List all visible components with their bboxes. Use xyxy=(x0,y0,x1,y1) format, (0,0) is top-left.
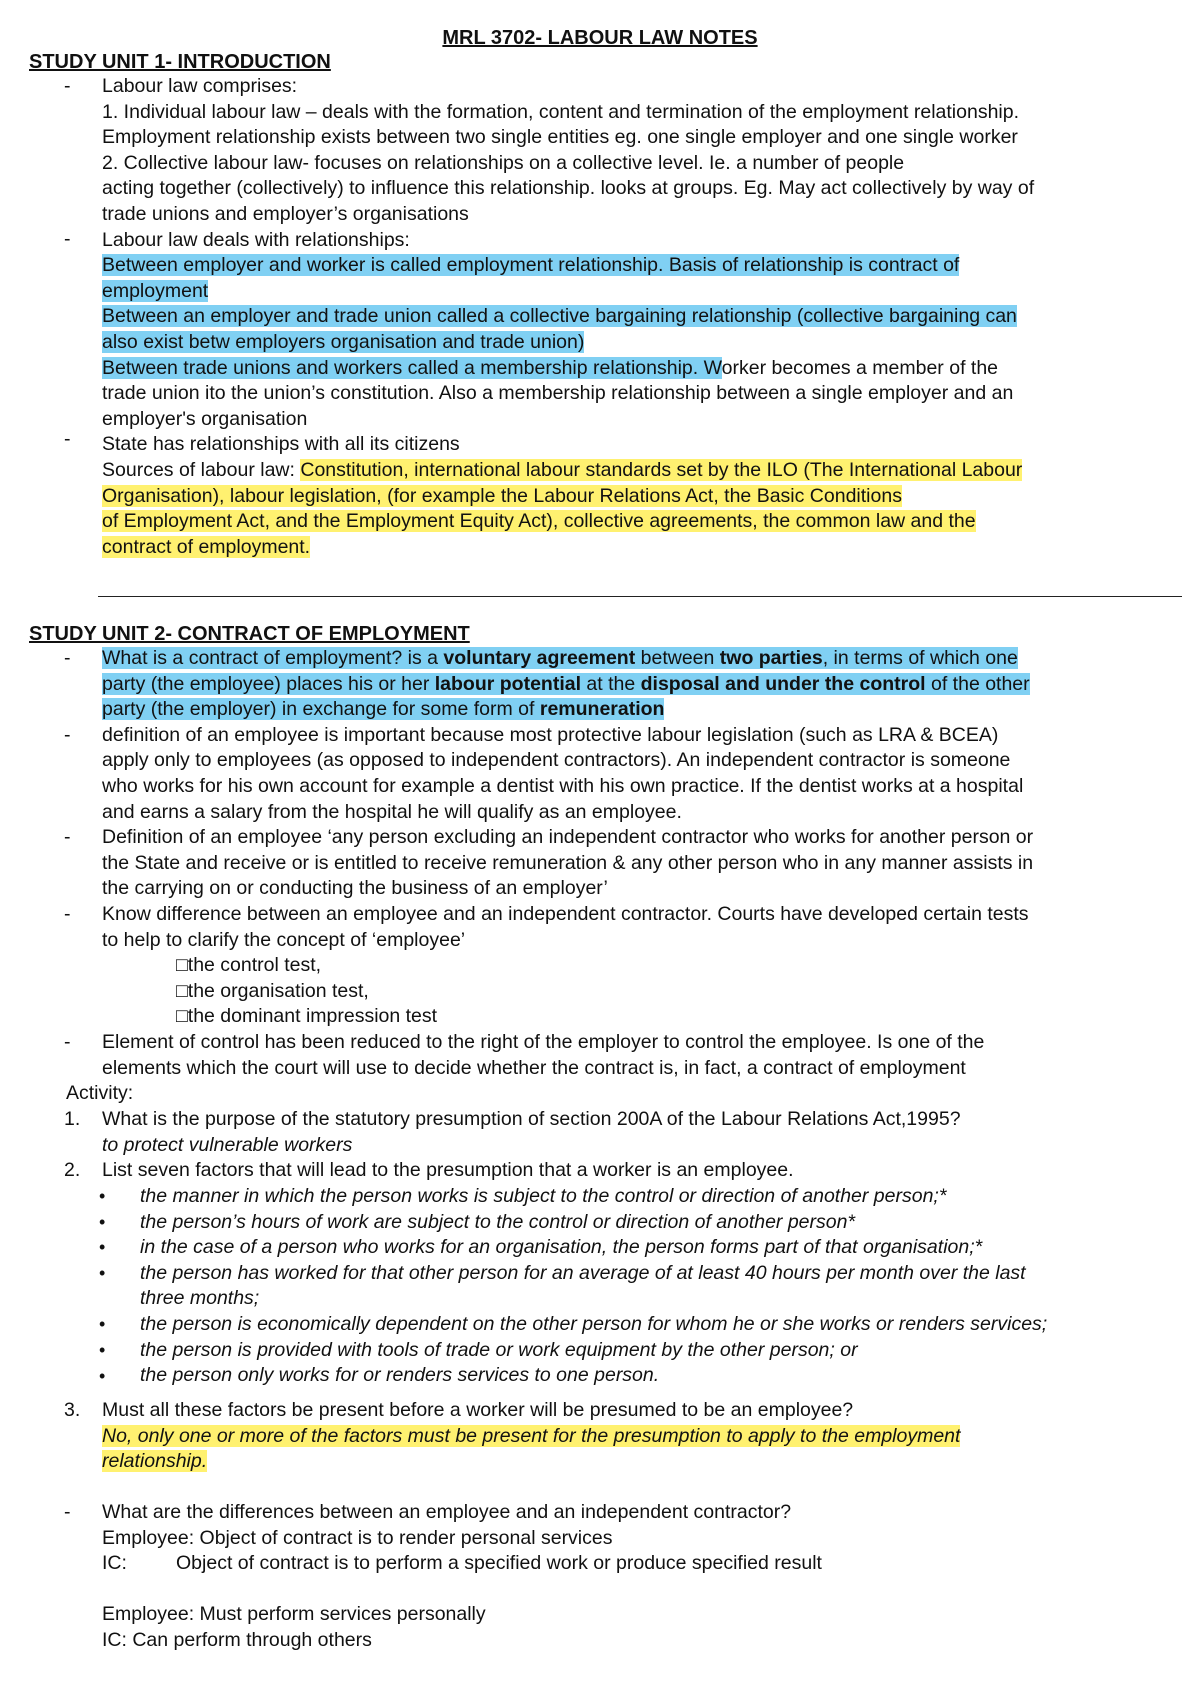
factor-item: the person has worked for that other person for an average of at least 40 hours per month over the last xyxy=(140,1261,1026,1284)
ic-object: Object of contract is to perform a specified work or produce specified result xyxy=(176,1552,822,1575)
know-difference-cont: to help to clarify the concept of ‘employee’ xyxy=(102,928,466,951)
employee-definition-cont: the carrying on or conducting the business of an employer’ xyxy=(102,877,608,900)
sources-of-labour-law: Constitution, international labour standards set by the ILO (The International Labour xyxy=(300,458,1023,481)
dash-marker: - xyxy=(64,647,71,669)
organisation-test: □the organisation test, xyxy=(176,979,369,1002)
bullet-marker: • xyxy=(99,1263,106,1283)
bullet-marker: • xyxy=(99,1314,106,1334)
question-number: 1. xyxy=(64,1108,81,1130)
sources-label: Sources of labour law: xyxy=(102,458,301,481)
dash-marker: - xyxy=(64,826,71,848)
activity-label: Activity: xyxy=(66,1082,134,1104)
employee-definition-cont: the State and receive or is entitled to receive remuneration & any other person who in any manner assists in xyxy=(102,851,1034,874)
definition-importance-cont: apply only to employees (as opposed to independent contractors). An independent contractor is someone xyxy=(102,749,1011,772)
bullet-marker: • xyxy=(99,1340,106,1360)
sources-of-labour-law-cont: of Employment Act, and the Employment Equity Act), collective agreements, the common law and the xyxy=(102,510,976,533)
collective-bargaining-relationship-cont: also exist betw employers organisation and trade union) xyxy=(102,330,585,353)
activity-questions xyxy=(102,1107,1182,1184)
unit2-body xyxy=(102,646,1182,1081)
factor-item: in the case of a person who works for an organisation, the person forms part of that organisation;* xyxy=(140,1236,983,1259)
dash-marker: - xyxy=(64,428,71,450)
question-number: 3. xyxy=(64,1399,81,1421)
bullet-marker: • xyxy=(99,1212,106,1232)
collective-labour-law-cont: acting together (collectively) to influence this relationship. looks at groups. Eg. May act collectively by way of xyxy=(102,177,1035,200)
factor-item-cont: three months; xyxy=(140,1287,260,1310)
factor-item: the person is provided with tools of trade or work equipment by the other person; or xyxy=(140,1338,858,1361)
definition-importance-cont: who works for his own account for example a dentist with his own practice. If the dentist works at a hospital xyxy=(102,774,1024,797)
factor-item: the person is economically dependent on the other person for whom he or she works or renders services; xyxy=(140,1312,1048,1335)
question-3-block xyxy=(102,1398,1182,1475)
employment-relationship-cont: employment xyxy=(102,279,209,302)
dash-marker: - xyxy=(64,75,71,97)
bullet-marker: • xyxy=(99,1237,106,1257)
page-title: MRL 3702- LABOUR LAW NOTES xyxy=(442,27,758,49)
element-of-control-cont: elements which the court will use to decide whether the contract is, in fact, a contract of employment xyxy=(102,1056,966,1079)
definition-importance: definition of an employee is important because most protective labour legislation (such as LRA & BCEA) xyxy=(102,723,999,746)
factor-item: the person only works for or renders services to one person. xyxy=(140,1364,660,1387)
dash-marker: - xyxy=(64,228,71,250)
contract-definition-cont: party (the employee) places his or her labour potential at the disposal and under the control of the other xyxy=(102,672,1030,695)
dash-marker: - xyxy=(64,724,71,746)
collective-labour-law: 2. Collective labour law- focuses on relationships on a collective level. Ie. a number of people xyxy=(102,151,905,174)
answer-3-cont: relationship. xyxy=(102,1450,208,1473)
differences-question: What are the differences between an employee and an independent contractor? xyxy=(102,1501,792,1523)
unit2-heading: STUDY UNIT 2- CONTRACT OF EMPLOYMENT xyxy=(29,623,470,645)
answer-1: to protect vulnerable workers xyxy=(102,1133,353,1156)
question-number: 2. xyxy=(64,1159,81,1181)
contract-definition-cont: party (the employer) in exchange for some form of remuneration xyxy=(102,698,665,721)
sources-of-labour-law-cont: Organisation), labour legislation, (for example the Labour Relations Act, the Basic Conditions xyxy=(102,484,902,507)
ic-label: IC: xyxy=(102,1552,127,1575)
bullet-marker: • xyxy=(99,1366,106,1386)
dash-marker: - xyxy=(64,1501,71,1523)
ic-through-others: IC: Can perform through others xyxy=(102,1628,372,1651)
membership-relationship-cont: employer's organisation xyxy=(102,407,308,430)
membership-relationship-cont: trade union ito the union’s constitution. Also a membership relationship between a single employer and an xyxy=(102,382,1014,405)
collective-bargaining-relationship: Between an employer and trade union called a collective bargaining relationship (collective bargaining can xyxy=(102,305,1017,328)
employment-relationship: Between employer and worker is called employment relationship. Basis of relationship is contract of xyxy=(102,254,960,277)
factor-item: the person’s hours of work are subject to the control or direction of another person* xyxy=(140,1210,856,1233)
employee-object: Employee: Object of contract is to render personal services xyxy=(102,1526,613,1549)
differences-block xyxy=(102,1500,1182,1654)
dominant-impression-test: □the dominant impression test xyxy=(176,1005,438,1028)
membership-relationship-rest: orker becomes a member of the xyxy=(721,356,999,379)
definition-importance-cont: and earns a salary from the hospital he will qualify as an employee. xyxy=(102,800,682,823)
dash-marker: - xyxy=(64,1031,71,1053)
individual-labour-law-cont: Employment relationship exists between two single entities eg. one single employer and one single worker xyxy=(102,126,1018,149)
bullet-marker: • xyxy=(99,1186,106,1206)
question-1: What is the purpose of the statutory presumption of section 200A of the Labour Relations Act,1995? xyxy=(102,1108,961,1130)
control-test: □the control test, xyxy=(176,954,322,977)
know-difference: Know difference between an employee and an independent contractor. Courts have developed certain tests xyxy=(102,902,1029,925)
factor-item: the manner in which the person works is subject to the control or direction of another person;* xyxy=(140,1185,947,1207)
membership-relationship: Between trade unions and workers called a membership relationship. W xyxy=(102,356,722,379)
unit1-heading: STUDY UNIT 1- INTRODUCTION xyxy=(29,51,331,73)
individual-labour-law: 1. Individual labour law – deals with the formation, content and termination of the employment relationship. xyxy=(102,100,1020,123)
labour-law-comprises: Labour law comprises: xyxy=(102,75,298,97)
presumption-factors xyxy=(140,1184,1190,1389)
employee-definition: Definition of an employee ‘any person excluding an independent contractor who works for another person or xyxy=(102,826,1034,849)
question-3: Must all these factors be present before a worker will be presumed to be an employee? xyxy=(102,1399,854,1421)
state-relationships: State has relationships with all its citizens xyxy=(102,433,460,456)
contract-definition: What is a contract of employment? is a voluntary agreement between two parties, in terms of which one xyxy=(102,647,1018,669)
unit1-body xyxy=(102,74,1182,560)
answer-3: No, only one or more of the factors must be present for the presumption to apply to the employment xyxy=(102,1424,961,1447)
dash-marker: - xyxy=(64,903,71,925)
collective-labour-law-cont: trade unions and employer’s organisations xyxy=(102,202,469,225)
sources-of-labour-law-cont: contract of employment. xyxy=(102,535,311,558)
element-of-control: Element of control has been reduced to the right of the employer to control the employee. Is one of the xyxy=(102,1030,985,1053)
employee-personal-services: Employee: Must perform services personally xyxy=(102,1603,486,1626)
relationships-intro: Labour law deals with relationships: xyxy=(102,228,410,251)
question-2: List seven factors that will lead to the presumption that a worker is an employee. xyxy=(102,1159,794,1182)
section-divider xyxy=(98,596,1182,597)
